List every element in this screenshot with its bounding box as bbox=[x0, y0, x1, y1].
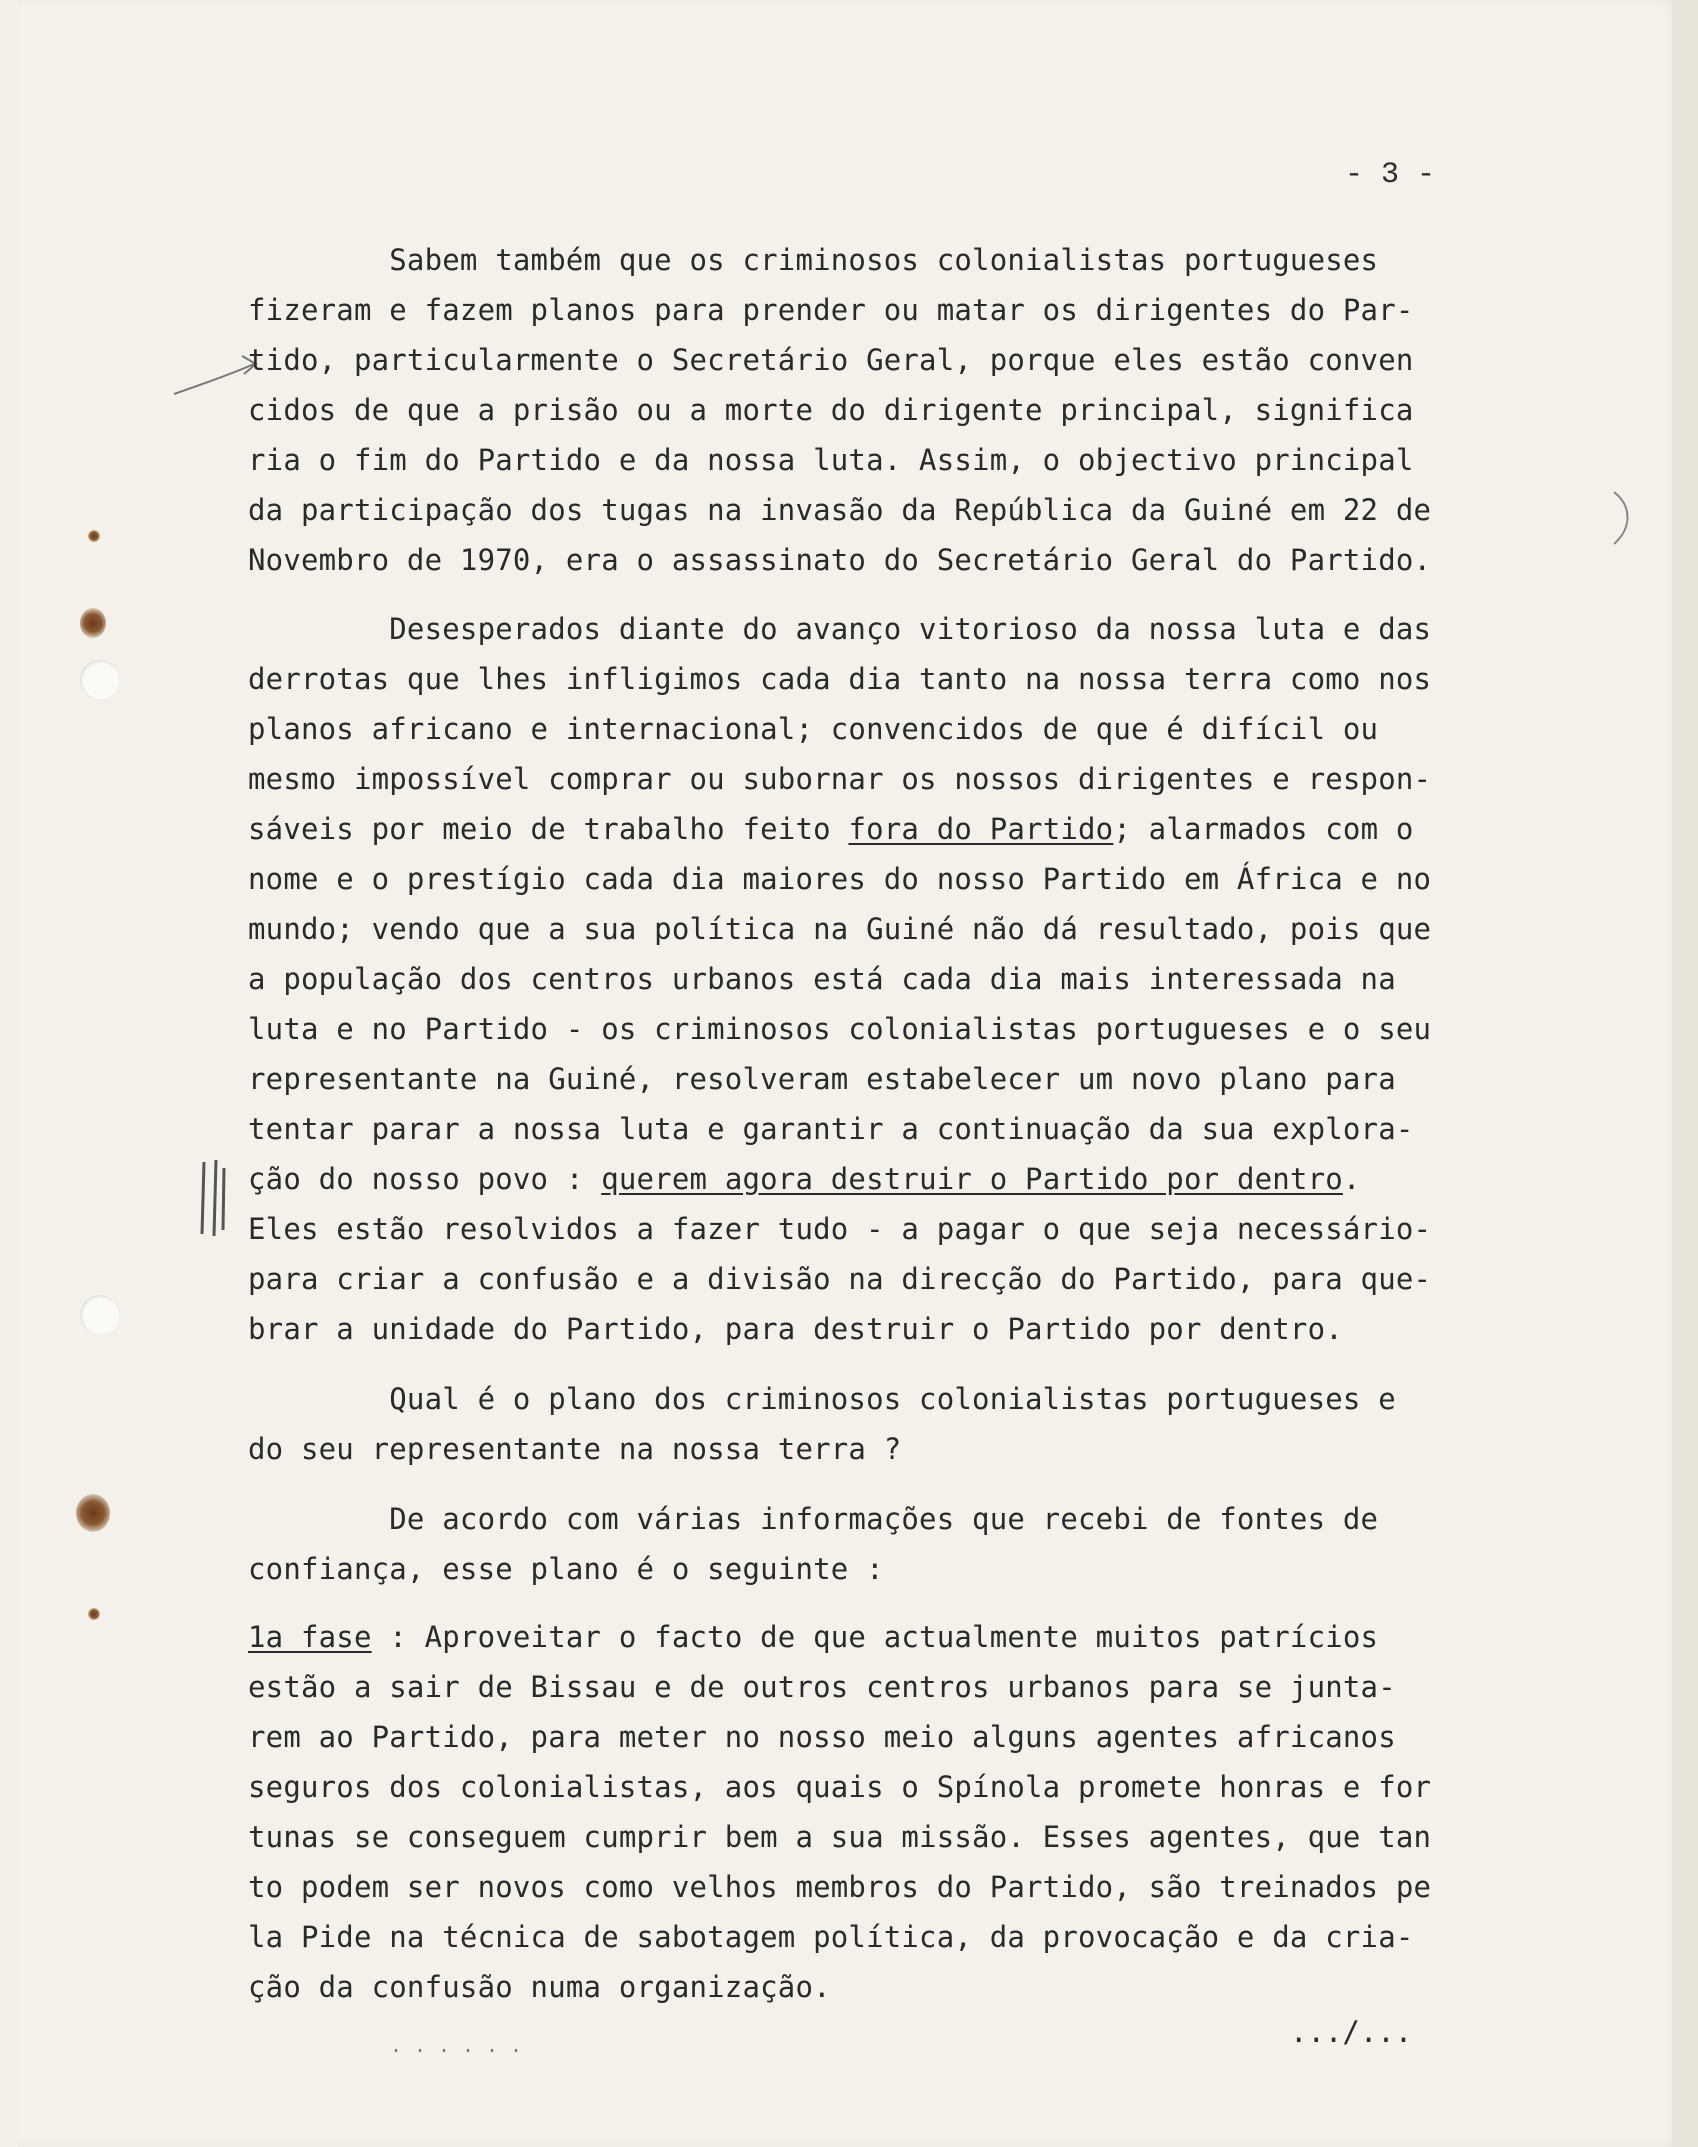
text-line: estão a sair de Bissau e de outros centros urbanos para se junta- bbox=[248, 1670, 1396, 1704]
text-line: ria o fim do Partido e da nossa luta. Assim, o objectivo principal bbox=[248, 443, 1414, 477]
text-line: De acordo com várias informações que recebi de fontes de bbox=[248, 1502, 1379, 1536]
pencil-dots: · · · · · · bbox=[390, 2040, 523, 2063]
underlined-phrase: 1a fase bbox=[248, 1620, 372, 1654]
text-line: tunas se conseguem cumprir bem a sua missão. Esses agentes, que tan bbox=[248, 1820, 1432, 1854]
text-line: cidos de que a prisão ou a morte do dirigente principal, significa bbox=[248, 393, 1414, 427]
text-line: confiança, esse plano é o seguinte : bbox=[248, 1552, 884, 1586]
text-line: luta e no Partido - os criminosos colonialistas portugueses e o seu bbox=[248, 1012, 1432, 1046]
text-line: derrotas que lhes infligimos cada dia tanto na nossa terra como nos bbox=[248, 662, 1432, 696]
text-line: rem ao Partido, para meter no nosso meio alguns agentes africanos bbox=[248, 1720, 1396, 1754]
text-line: ção do nosso povo : querem agora destruir o Partido por dentro. bbox=[248, 1162, 1361, 1196]
paper-edge bbox=[1672, 0, 1698, 2147]
punch-hole-top bbox=[80, 660, 120, 700]
text-line: ção da confusão numa organização. bbox=[248, 1970, 831, 2004]
text-line: Desesperados diante do avanço vitorioso da nossa luta e das bbox=[248, 612, 1432, 646]
underlined-phrase: querem agora destruir o Partido por dentro bbox=[601, 1162, 1343, 1196]
text-line: Sabem também que os criminosos colonialistas portugueses bbox=[248, 243, 1379, 277]
text-line: to podem ser novos como velhos membros do Partido, são treinados pe bbox=[248, 1870, 1432, 1904]
text-line: Qual é o plano dos criminosos colonialistas portugueses e bbox=[248, 1382, 1396, 1416]
continuation-mark: .../... bbox=[1290, 2015, 1413, 2049]
text-line: sáveis por meio de trabalho feito fora do Partido; alarmados com o bbox=[248, 812, 1414, 846]
text-line: planos africano e internacional; convencidos de que é difícil ou bbox=[248, 712, 1379, 746]
pencil-bracket-mark bbox=[1610, 488, 1640, 548]
text-line: 1a fase : Aproveitar o facto de que actualmente muitos patrícios bbox=[248, 1620, 1379, 1654]
text-line: a população dos centros urbanos está cada dia mais interessada na bbox=[248, 962, 1396, 996]
punch-hole-bottom bbox=[80, 1295, 120, 1335]
rust-stain-4 bbox=[88, 1608, 100, 1620]
underlined-phrase: fora do Partido bbox=[848, 812, 1114, 846]
page-number: - 3 - bbox=[1345, 158, 1436, 192]
text-line: da participação dos tugas na invasão da República da Guiné em 22 de bbox=[248, 493, 1432, 527]
rust-stain-3 bbox=[88, 530, 100, 542]
text-line: fizeram e fazem planos para prender ou matar os dirigentes do Par- bbox=[248, 293, 1414, 327]
rust-stain-1 bbox=[80, 608, 106, 638]
text-line: brar a unidade do Partido, para destruir o Partido por dentro. bbox=[248, 1312, 1343, 1346]
pencil-margin-lines bbox=[196, 1158, 232, 1238]
text-line: tentar parar a nossa luta e garantir a continuação da sua explora- bbox=[248, 1112, 1414, 1146]
text-line: mundo; vendo que a sua política na Guiné não dá resultado, pois que bbox=[248, 912, 1432, 946]
text-line: representante na Guiné, resolveram estabelecer um novo plano para bbox=[248, 1062, 1396, 1096]
text-line: seguros dos colonialistas, aos quais o Spínola promete honras e for bbox=[248, 1770, 1432, 1804]
text-line: tido, particularmente o Secretário Geral, porque eles estão conven bbox=[248, 343, 1414, 377]
text-line: para criar a confusão e a divisão na direcção do Partido, para que- bbox=[248, 1262, 1432, 1296]
rust-stain-2 bbox=[76, 1494, 110, 1532]
text-line: nome e o prestígio cada dia maiores do nosso Partido em África e no bbox=[248, 862, 1432, 896]
text-line: Novembro de 1970, era o assassinato do Secretário Geral do Partido. bbox=[248, 543, 1432, 577]
text-line: do seu representante na nossa terra ? bbox=[248, 1432, 902, 1466]
text-line: mesmo impossível comprar ou subornar os nossos dirigentes e respon- bbox=[248, 762, 1432, 796]
text-line: la Pide na técnica de sabotagem política, da provocação e da cria- bbox=[248, 1920, 1414, 1954]
text-line: Eles estão resolvidos a fazer tudo - a pagar o que seja necessário- bbox=[248, 1212, 1432, 1246]
